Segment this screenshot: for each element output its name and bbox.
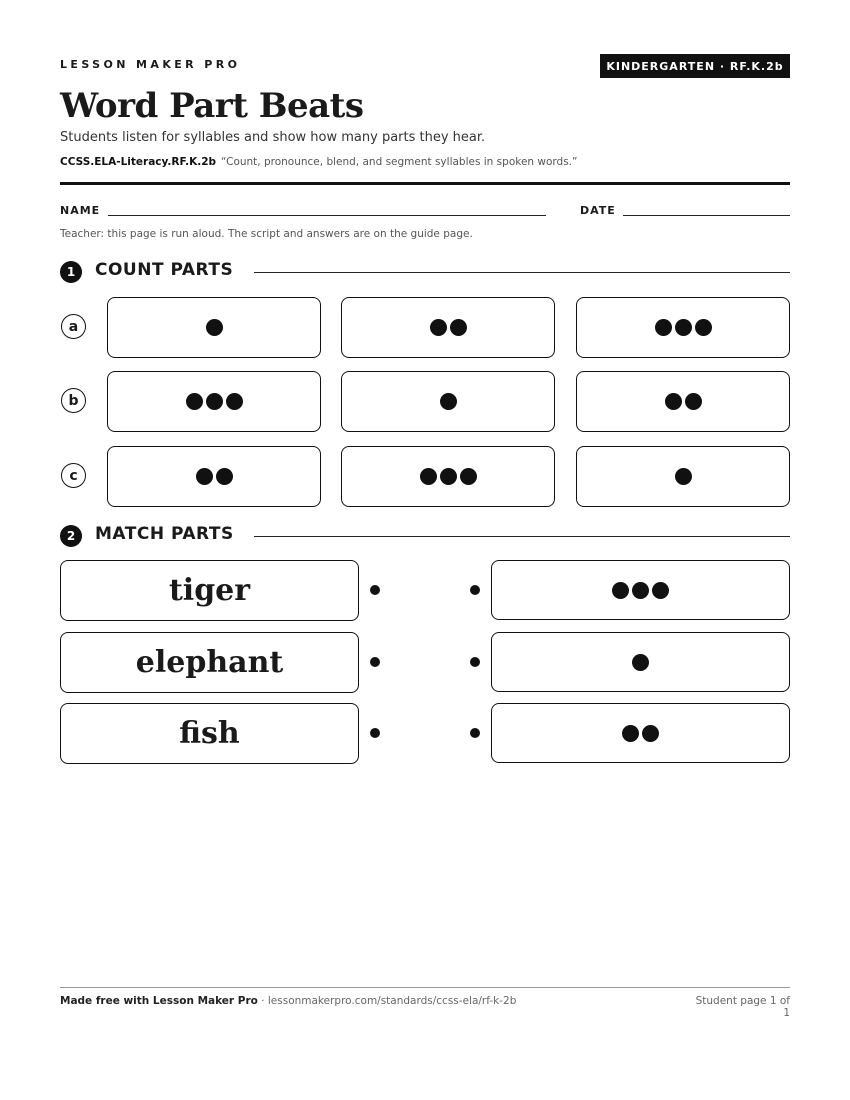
beat-dot [685,393,702,410]
date-field[interactable] [623,215,790,216]
beat-dot [655,319,672,336]
word-card[interactable] [60,703,359,764]
standard-line [60,156,577,168]
word-connector-dot[interactable] [370,585,380,595]
word-card[interactable] [60,560,359,621]
section-1-number: 1 [60,261,82,283]
footer-divider [60,987,790,988]
section-1-title: COUNT PARTS [95,260,234,280]
teacher-note: Teacher: this page is run aloud. The script and answers are on the guide page. [60,228,473,240]
beat-dot [632,582,649,599]
beat-dot [186,393,203,410]
beat-dot [206,393,223,410]
beat-dot [622,725,639,742]
beat-dot [226,393,243,410]
beat-card[interactable] [491,632,790,692]
beat-dot [440,468,457,485]
beat-dot [420,468,437,485]
header-divider [60,182,790,185]
word-card[interactable] [60,632,359,693]
footer-page-number: Student page 1 of 1 [695,995,790,1019]
count-card[interactable] [341,297,555,358]
page-title: Word Part Beats [60,86,364,126]
row-label: c [61,463,86,488]
beat-dot [652,582,669,599]
word-text: fish [179,716,240,751]
row-label: a [61,314,86,339]
footer-credit [60,995,516,1007]
beat-dot [460,468,477,485]
count-card[interactable] [107,371,321,432]
count-card[interactable] [576,297,790,358]
count-card[interactable] [107,446,321,507]
count-card[interactable] [341,371,555,432]
footer-made-with: Made free with Lesson Maker Pro [60,995,258,1007]
row-label: b [61,388,86,413]
standard-code: CCSS.ELA-Literacy.RF.K.2b [60,156,217,168]
beat-card[interactable] [491,560,790,620]
count-card[interactable] [576,371,790,432]
beat-dot [612,582,629,599]
section-2-title: MATCH PARTS [95,524,234,544]
footer-url: · lessonmakerpro.com/standards/ccss-ela/rf-k-2b [257,995,517,1007]
beat-dot [642,725,659,742]
beat-dot [675,468,692,485]
count-card[interactable] [107,297,321,358]
beat-dot [632,654,649,671]
beat-dot [206,319,223,336]
beat-dot [196,468,213,485]
section-1-rule [254,272,790,273]
beat-connector-dot[interactable] [470,657,480,667]
grade-badge: KINDERGARTEN · RF.K.2b [600,54,790,78]
name-field[interactable] [108,215,546,216]
section-2-rule [254,536,790,537]
beat-dot [216,468,233,485]
beat-dot [675,319,692,336]
beat-dot [440,393,457,410]
page-subtitle: Students listen for syllables and show how many parts they hear. [60,130,486,145]
brand-name: LESSON MAKER PRO [60,58,241,71]
section-2-number: 2 [60,525,82,547]
word-connector-dot[interactable] [370,657,380,667]
beat-dot [665,393,682,410]
count-card[interactable] [576,446,790,507]
beat-card[interactable] [491,703,790,763]
beat-connector-dot[interactable] [470,728,480,738]
word-text: tiger [168,573,251,608]
date-label: DATE [580,204,616,217]
beat-dot [450,319,467,336]
word-text: elephant [135,645,284,680]
beat-connector-dot[interactable] [470,585,480,595]
beat-dot [430,319,447,336]
word-connector-dot[interactable] [370,728,380,738]
count-card[interactable] [341,446,555,507]
name-label: NAME [60,204,101,217]
standard-text: “Count, pronounce, blend, and segment syllables in spoken words.” [221,156,578,168]
beat-dot [695,319,712,336]
